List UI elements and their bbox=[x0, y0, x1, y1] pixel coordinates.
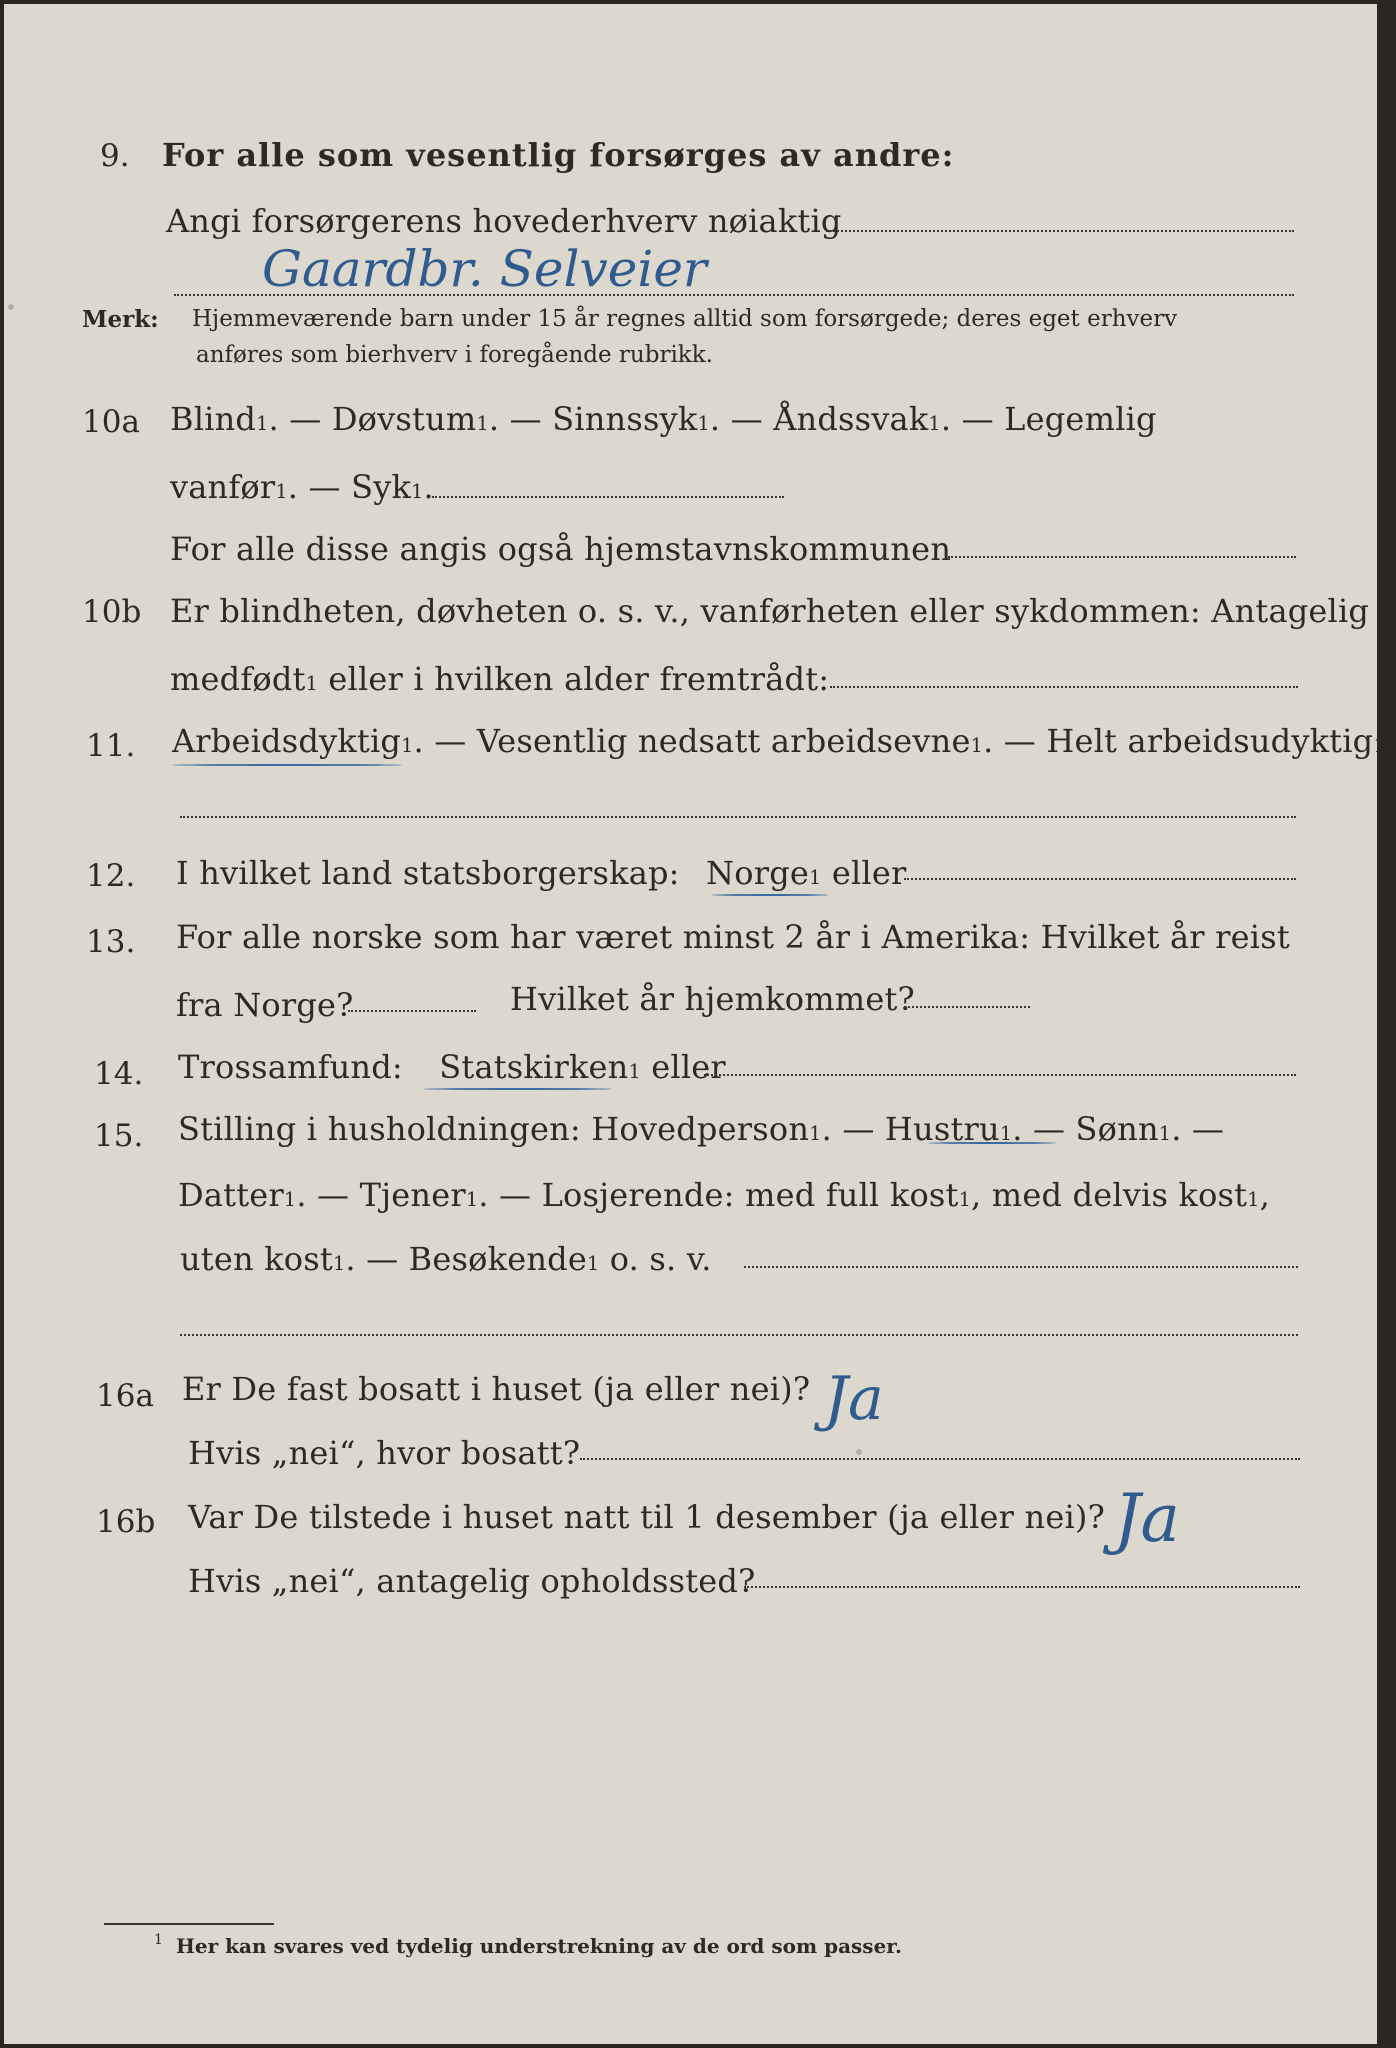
q13-hjemkommet-line bbox=[904, 1006, 1030, 1008]
q10a-syk-line bbox=[432, 496, 784, 498]
q15-line2: Datter$^1$. — Tjener$^1$. — Losjerende: med full kost$^1$, med delvis kost$^1$, bbox=[178, 1176, 1271, 1214]
q11-arbeidsdyktig: Arbeidsdyktig bbox=[172, 722, 402, 760]
q14-underline-mark bbox=[424, 1088, 612, 1090]
q16a-fill-line bbox=[580, 1458, 1300, 1460]
q16a-line2: Hvis „nei“, hvor bosatt? bbox=[188, 1434, 581, 1472]
footnote-mark: 1 bbox=[154, 1932, 163, 1948]
q16b-number: 16b bbox=[96, 1504, 156, 1540]
q13-line2b: Hvilket år hjemkommet? bbox=[510, 980, 915, 1018]
q14-statskirken: Statskirken bbox=[439, 1048, 629, 1086]
q9-answer-line bbox=[174, 294, 1294, 296]
q15-line1: Stilling i husholdningen: Hovedperson$^1$. — Hustru$^1$. — Sønn$^1$. — bbox=[178, 1110, 1225, 1148]
q11-number: 11. bbox=[86, 728, 136, 764]
q9-line1: For alle som vesentlig forsørges av andre: bbox=[162, 136, 955, 174]
q10a-line2: vanfør$^1$. — Syk$^1$. bbox=[170, 468, 434, 506]
q10b-number: 10b bbox=[82, 594, 142, 630]
q10b-line2: medfødt$^1$ eller i hvilken alder fremtrådt: bbox=[170, 660, 830, 698]
q13-number: 13. bbox=[86, 924, 136, 960]
q16b-handwriting: Ja bbox=[1114, 1480, 1180, 1557]
q10a-hjemstavn-line bbox=[948, 556, 1296, 558]
q14-fill-line bbox=[704, 1074, 1296, 1076]
q12-number: 12. bbox=[86, 858, 136, 894]
q10b-line1: Er blindheten, døvheten o. s. v., vanførheten eller sykdommen: Antagelig bbox=[170, 592, 1370, 630]
q9-fill-line bbox=[826, 230, 1294, 232]
footnote-text: Her kan svares ved tydelig understrekning av de ord som passer. bbox=[176, 1934, 902, 1958]
q15-hustru: Hustru bbox=[884, 1110, 1000, 1148]
q16a-handwriting: Ja bbox=[824, 1364, 884, 1434]
q14-line: Trossamfund: Statskirken$^1$ eller bbox=[178, 1048, 726, 1086]
q13-line2a: fra Norge? bbox=[176, 986, 354, 1024]
q11-line: Arbeidsdyktig$^1$. — Vesentlig nedsatt arbeidsevne$^1$. — Helt arbeidsudyktig$^1$. bbox=[172, 722, 1396, 760]
q16b-fill-line bbox=[744, 1586, 1300, 1588]
q9-number: 9. bbox=[100, 138, 130, 174]
q10a-line1 bbox=[170, 400, 1290, 438]
q15-number: 15. bbox=[94, 1118, 144, 1154]
paper-mark bbox=[8, 304, 14, 310]
merk-line1: Hjemmeværende barn under 15 år regnes alltid som forsørgede; deres eget erhverv bbox=[192, 306, 1178, 332]
q10a-blind: Blind$^1$. — Døvstum$^1$. — Sinnssyk$^1$. — Åndssvak$^1$. — Legemlig bbox=[170, 400, 1157, 438]
q15-fill-line bbox=[744, 1266, 1298, 1268]
census-form-page bbox=[4, 4, 1396, 2044]
q9-line2: Angi forsørgerens hovederhverv nøiaktig bbox=[166, 202, 842, 240]
q9-handwriting: Gaardbr. Selveier bbox=[262, 240, 707, 298]
q15-line3: uten kost$^1$. — Besøkende$^1$ o. s. v. bbox=[180, 1240, 712, 1278]
q11-answer-line bbox=[180, 816, 1296, 818]
q13-line1: For alle norske som har været minst 2 år i Amerika: Hvilket år reist bbox=[176, 918, 1290, 956]
q10a-line3: For alle disse angis også hjemstavnskommunen bbox=[170, 530, 952, 568]
q16b-line1: Var De tilstede i huset natt til 1 desember (ja eller nei)? bbox=[188, 1498, 1105, 1536]
q13-reist-line bbox=[348, 1010, 476, 1012]
q11-underline-mark bbox=[172, 764, 402, 766]
q15-underline-mark bbox=[928, 1142, 1056, 1144]
q14-number: 14. bbox=[94, 1056, 144, 1092]
q12-norge: Norge bbox=[706, 854, 810, 892]
q10b-fill-line bbox=[830, 686, 1298, 688]
q10a-number: 10a bbox=[82, 404, 140, 440]
q12-fill-line bbox=[904, 878, 1296, 880]
q16b-line2: Hvis „nei“, antagelig opholdssted? bbox=[188, 1562, 756, 1600]
q15-answer-line bbox=[180, 1334, 1298, 1336]
merk-label: Merk: bbox=[82, 306, 159, 333]
q12-underline-mark bbox=[712, 894, 828, 896]
q12-line: I hvilket land statsborgerskap: Norge$^1$ eller bbox=[176, 854, 907, 892]
q16a-number: 16a bbox=[96, 1378, 154, 1414]
footnote-rule bbox=[104, 1923, 274, 1925]
merk-line2: anføres som bierhverv i foregående rubrikk. bbox=[196, 342, 713, 368]
paper-mark bbox=[856, 1449, 862, 1455]
q16a-line1: Er De fast bosatt i huset (ja eller nei)? bbox=[182, 1370, 811, 1408]
